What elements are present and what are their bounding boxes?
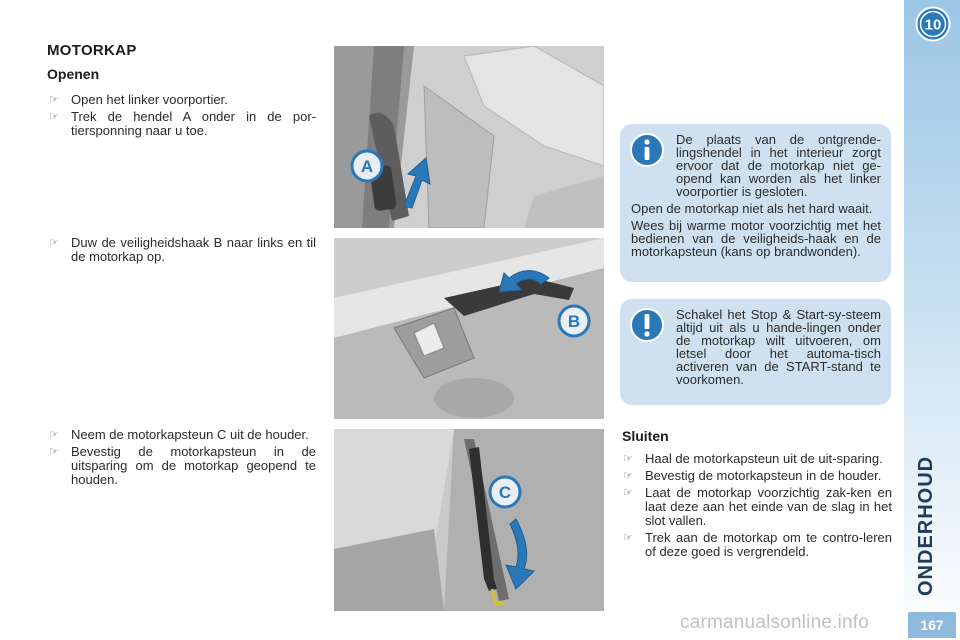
- warning-text: Schakel het Stop & Start-sy-steem altijd uit als u hande-lingen onder de motorkap wilt uitvoeren, om letsel door het automa-tisch activeren van de START-stand te voorkomen.: [676, 307, 881, 387]
- list-item: ☞ Neem de motorkapsteun C uit de houder.: [49, 427, 309, 442]
- pointer-icon: ☞: [49, 111, 59, 123]
- section-title: MOTORKAP: [47, 42, 137, 59]
- list-item: ☞ Laat de motorkap voorzichtig zak-ken en laat deze aan het einde van de slag in het slot vallen.: [623, 485, 892, 528]
- info-text-3: Wees bij warme motor voorzichtig met het bedienen van de veiligheids-haak en de motorkapsteun (kans op brandwonden).: [631, 218, 881, 259]
- sluiten-list: [621, 452, 892, 562]
- info-icon: [629, 132, 665, 168]
- watermark: carmanualsonline.info: [680, 612, 870, 633]
- openen-heading: Openen: [47, 66, 100, 82]
- list-item: ☞ Haal de motorkapsteun uit de uit-sparing.: [623, 451, 883, 466]
- pointer-icon: ☞: [49, 429, 59, 441]
- callout-b-label: B: [567, 312, 581, 331]
- list-item: ☞ Trek aan de motorkap om te contro-leren of deze goed is vergrendeld.: [623, 530, 892, 559]
- info-text-2: Open de motorkap niet als het hard waait.: [631, 201, 873, 216]
- pointer-icon: ☞: [623, 487, 633, 499]
- openen-step2-list: [47, 236, 316, 267]
- info-text-1: De plaats van de ontgrende-lingshendel in het interieur zorgt ervoor dat de motorkap niet ge-opend kan worden als het linker voorportier is gesloten.: [676, 132, 881, 199]
- warning-box: [620, 299, 891, 405]
- photo-bonnet-stay: [334, 429, 604, 611]
- chapter-title: ONDERHOUD: [915, 455, 937, 596]
- photo-safety-catch: [334, 238, 604, 419]
- callout-c-label: C: [498, 483, 512, 502]
- list-item: ☞ Trek de hendel A onder in de por-tiersponning naar u toe.: [49, 109, 316, 138]
- list-item: ☞ Bevestig de motorkapsteun in de houder.: [623, 468, 882, 483]
- openen-step3-list: [47, 428, 316, 490]
- pointer-icon: ☞: [49, 446, 59, 458]
- list-item: ☞ Duw de veiligheidshaak B naar links en til de motorkap op.: [49, 235, 316, 264]
- page-number: 167: [908, 612, 956, 638]
- info-box: [620, 124, 891, 282]
- pointer-icon: ☞: [49, 94, 59, 106]
- pointer-icon: ☞: [49, 237, 59, 249]
- photo-release-lever: [334, 46, 604, 228]
- callout-a-label: A: [360, 157, 374, 176]
- pointer-icon: ☞: [623, 532, 633, 544]
- sluiten-heading: Sluiten: [622, 428, 669, 444]
- chapter-number: 10: [924, 16, 942, 34]
- chapter-badge: [915, 6, 951, 42]
- warning-icon: [629, 307, 665, 343]
- pointer-icon: ☞: [623, 470, 633, 482]
- list-item: ☞ Open het linker voorportier.: [49, 92, 228, 107]
- list-item: ☞ Bevestig de motorkapsteun in de uitsparing om de motorkap geopend te houden.: [49, 444, 316, 487]
- openen-step1-list: [47, 93, 316, 141]
- pointer-icon: ☞: [623, 453, 633, 465]
